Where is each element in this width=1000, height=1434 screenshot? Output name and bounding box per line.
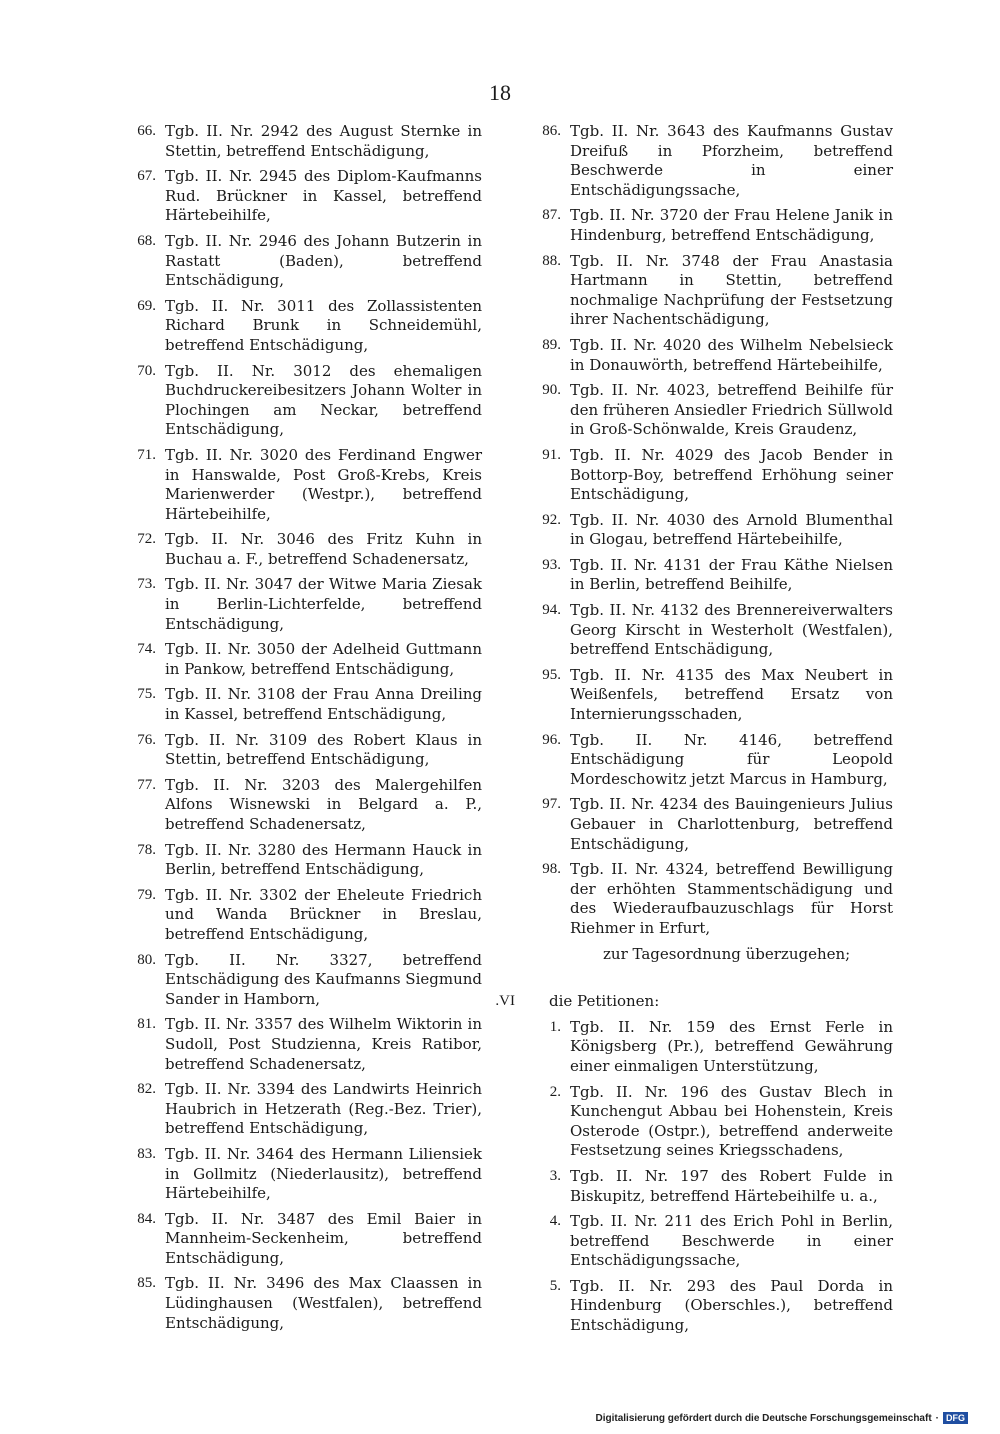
list-item <box>120 640 482 679</box>
list-item <box>120 1015 482 1074</box>
list-item <box>120 446 482 524</box>
entry-number: 92. <box>542 511 561 528</box>
entry-text: Tgb. II. Nr. 196 des Gustav Blech in Kunchengut Abbau bei Hohenstein, Kreis Osterode (Ostpr.), betreffend anderweite Festsetzung seines Kriegsschadens, <box>570 1082 893 1160</box>
list-item <box>120 1210 482 1269</box>
dfg-logo: DFG <box>943 1412 968 1424</box>
entry-text: Tgb. II. Nr. 4132 des Brennereiverwalters Georg Kirscht in Westerholt (Westfalen), betreffend Entschädigung, <box>570 601 893 659</box>
entry-text: Tgb. II. Nr. 4324, betreffend Bewilligung der erhöhten Stammentschädigung und des Wiederaufbauzuschlags für Horst Riehmer in Erfurt, <box>570 860 893 937</box>
entry-number: 95. <box>542 666 561 683</box>
entry-number: 76. <box>137 731 156 748</box>
list-item <box>120 886 482 945</box>
footer <box>595 1412 968 1424</box>
entry-number: 96. <box>542 731 561 748</box>
entry-number: 2. <box>549 1083 561 1100</box>
list-item <box>120 776 482 835</box>
entry-text: Tgb. II. Nr. 3012 des ehemaligen Buchdruckereibesitzers Johann Wolter in Plochingen am Neckar, betreffend Entschädigung, <box>165 361 482 439</box>
entry-number: 74. <box>137 641 156 658</box>
entry-number: 82. <box>137 1081 156 1098</box>
entry-text: Tgb. II. Nr. 4020 des Wilhelm Nebelsieck in Donauwörth, betreffend Härtebeihilfe, <box>570 335 893 374</box>
list-item <box>120 297 482 356</box>
list-item <box>120 1080 482 1139</box>
entry-text: Tgb. II. Nr. 197 des Robert Fulde in Biskupitz, betreffend Härtebeihilfe u. a., <box>570 1166 893 1205</box>
entry-text: Tgb. II. Nr. 159 des Ernst Ferle in Königsberg (Pr.), betreffend Gewährung einer einmaligen Unterstützung, <box>570 1017 893 1075</box>
list-item <box>120 731 482 770</box>
section-vi-heading: VI. die Petitionen: <box>495 992 660 1011</box>
entry-number: 69. <box>137 297 156 314</box>
list-item <box>525 860 893 938</box>
list-item <box>120 951 482 1010</box>
entry-text: Tgb. II. Nr. 3496 des Max Claassen in Lüdinghausen (Westfalen), betreffend Entschädigung, <box>165 1274 482 1332</box>
entry-number: 86. <box>542 123 561 139</box>
entry-text: Tgb. II. Nr. 3394 des Landwirts Heinrich Haubrich in Hetzerath (Reg.-Bez. Trier), betreffend Entschädigung, <box>165 1080 482 1138</box>
entry-text: Tgb. II. Nr. 3203 des Malergehilfen Alfons Wisnewski in Belgard a. P., betreffend Schadenersatz, <box>165 775 482 833</box>
list-item <box>120 167 482 226</box>
list-item <box>120 685 482 724</box>
list-item <box>525 601 893 660</box>
entry-number: 3. <box>549 1167 561 1184</box>
entry-text: Tgb. II. Nr. 3720 der Frau Helene Janik in Hindenburg, betreffend Entschädigung, <box>570 206 893 244</box>
entry-text: Tgb. II. Nr. 3108 der Frau Anna Dreiling in Kassel, betreffend Entschädigung, <box>165 685 482 724</box>
list-item <box>525 206 893 245</box>
entry-number: 73. <box>137 576 156 593</box>
entry-number: 83. <box>137 1145 156 1162</box>
entry-text: Tgb. II. Nr. 4029 des Jacob Bender in Bottorp-Boy, betreffend Erhöhung seiner Entschädigung, <box>570 445 893 504</box>
entry-number: 77. <box>137 776 156 793</box>
list-item <box>525 381 893 440</box>
entry-text: Tgb. II. Nr. 3327, betreffend Entschädigung des Kaufmanns Siegmund Sander in Hamborn, <box>165 950 482 1008</box>
list-item <box>525 1018 893 1077</box>
entry-number: 80. <box>137 951 156 968</box>
entry-text: Tgb. II. Nr. 211 des Erich Pohl in Berlin, betreffend Beschwerde in einer Entschädigungssache, <box>570 1212 893 1270</box>
entry-number: 84. <box>137 1210 156 1227</box>
entry-text: Tgb. II. Nr. 4131 der Frau Käthe Nielsen in Berlin, betreffend Beihilfe, <box>570 555 893 594</box>
entry-text: Tgb. II. Nr. 3046 des Fritz Kuhn in Buchau a. F., betreffend Schadenersatz, <box>165 530 482 568</box>
entry-number: 78. <box>137 841 156 858</box>
entry-number: 71. <box>137 446 156 463</box>
list-item <box>525 1167 893 1206</box>
entry-number: 4. <box>549 1213 561 1230</box>
entry-text: Tgb. II. Nr. 3302 der Eheleute Friedrich und Wanda Brückner in Breslau, betreffend Entschädigung, <box>165 885 482 943</box>
entry-text: Tgb. II. Nr. 3464 des Hermann Liliensiek in Gollmitz (Niederlausitz), betreffend Härtebeihilfe, <box>165 1144 482 1203</box>
entry-number: 87. <box>542 207 561 224</box>
entry-text: Tgb. II. Nr. 3109 des Robert Klaus in Stettin, betreffend Entschädigung, <box>165 730 482 769</box>
entry-text: Tgb. II. Nr. 3050 der Adelheid Guttmann in Pankow, betreffend Entschädigung, <box>165 640 482 678</box>
list-item <box>525 666 893 725</box>
entry-number: 97. <box>542 796 561 813</box>
entry-number: 79. <box>137 886 156 903</box>
entry-text: Tgb. II. Nr. 3280 des Hermann Hauck in Berlin, betreffend Entschädigung, <box>165 840 482 879</box>
list-item <box>525 511 893 550</box>
entry-number: 66. <box>137 123 156 139</box>
list-item <box>120 362 482 440</box>
entry-number: 88. <box>542 252 561 269</box>
footer-separator: · <box>935 1412 939 1424</box>
entry-number: 90. <box>542 382 561 399</box>
entry-text: Tgb. II. Nr. 4135 des Max Neubert in Weißenfels, betreffend Ersatz von Internierungsschaden, <box>570 665 893 724</box>
entry-text: Tgb. II. Nr. 2946 des Johann Butzerin in Rastatt (Baden), betreffend Entschädigung, <box>165 231 482 290</box>
entry-text: Tgb. II. Nr. 3047 der Witwe Maria Ziesak in Berlin-Lichterfelde, betreffend Entschädigung, <box>165 575 482 633</box>
list-item <box>120 232 482 291</box>
entry-text: Tgb. II. Nr. 4234 des Bauingenieurs Julius Gebauer in Charlottenburg, betreffend Entschädigung, <box>570 795 893 853</box>
entry-number: 94. <box>542 602 561 619</box>
list-item <box>525 252 893 330</box>
entry-text: Tgb. II. Nr. 3748 der Frau Anastasia Hartmann in Stettin, betreffend nochmalige Nachprüfung der Festsetzung ihrer Nachentschädigung, <box>570 251 893 329</box>
entry-text: Tgb. II. Nr. 3643 des Kaufmanns Gustav Dreifuß in Pforzheim, betreffend Beschwerde in einer Entschädigungssache, <box>570 122 893 199</box>
list-item <box>525 1083 893 1161</box>
entry-text: Tgb. II. Nr. 3487 des Emil Baier in Mannheim-Seckenheim, betreffend Entschädigung, <box>165 1209 482 1267</box>
left-column <box>120 122 482 1339</box>
entry-text: Tgb. II. Nr. 4023, betreffend Beihilfe für den früheren Ansiedler Friedrich Süllwold in Groß-Schönwalde, Kreis Graudenz, <box>570 381 893 439</box>
entry-text: Tgb. II. Nr. 4030 des Arnold Blumenthal in Glogau, betreffend Härtebeihilfe, <box>570 510 893 549</box>
list-item <box>525 731 893 790</box>
entry-number: 93. <box>542 556 561 573</box>
footer-text: Digitalisierung gefördert durch die Deutsche Forschungsgemeinschaft <box>595 1412 932 1424</box>
list-item <box>525 795 893 854</box>
entry-text: Tgb. II. Nr. 3011 des Zollassistenten Richard Brunk in Schneidemühl, betreffend Entschädigung, <box>165 296 482 354</box>
entry-number: 67. <box>137 168 156 185</box>
entry-number: 81. <box>137 1016 156 1033</box>
entry-number: 68. <box>137 232 156 249</box>
entry-number: 72. <box>137 531 156 548</box>
list-item <box>525 122 893 200</box>
entry-text: Tgb. II. Nr. 3020 des Ferdinand Engwer in Hanswalde, Post Groß-Krebs, Kreis Marienwerder (Westpr.), betreffend Härtebeihilfe, <box>165 445 482 523</box>
entry-number: 70. <box>137 362 156 379</box>
list-item <box>525 1212 893 1271</box>
entry-number: 85. <box>137 1275 156 1292</box>
entry-number: 5. <box>549 1277 561 1294</box>
list-item <box>120 1145 482 1204</box>
page-number: 18 <box>489 80 511 105</box>
list-item <box>120 1274 482 1333</box>
list-item <box>525 446 893 505</box>
list-item <box>525 336 893 375</box>
list-item <box>120 122 482 161</box>
list-item <box>525 1277 893 1336</box>
entry-text: Tgb. II. Nr. 293 des Paul Dorda in Hindenburg (Oberschles.), betreffend Entschädigung, <box>570 1276 893 1335</box>
entry-number: 1. <box>549 1018 561 1035</box>
entry-text: Tgb. II. Nr. 3357 des Wilhelm Wiktorin in Sudoll, Post Studzienna, Kreis Ratibor, betreffend Schadenersatz, <box>165 1015 482 1073</box>
entry-text: Tgb. II. Nr. 2942 des August Sternke in Stettin, betreffend Entschädigung, <box>165 122 482 160</box>
list-item <box>120 575 482 634</box>
section-vi-label: die Petitionen: <box>549 992 660 1011</box>
closing-text: zur Tagesordnung überzugehen; <box>603 944 851 963</box>
list-item <box>120 530 482 569</box>
entry-number: 89. <box>542 336 561 353</box>
right-column <box>495 122 893 1342</box>
entry-text: Tgb. II. Nr. 2945 des Diplom-Kaufmanns Rud. Brückner in Kassel, betreffend Härtebeihilfe, <box>165 167 482 225</box>
entry-number: 91. <box>542 446 561 463</box>
entry-text: Tgb. II. Nr. 4146, betreffend Entschädigung für Leopold Mordeschowitz jetzt Marcus in Hamburg, <box>570 730 893 788</box>
list-item <box>525 556 893 595</box>
entry-number: 98. <box>542 861 561 878</box>
list-item <box>120 841 482 880</box>
entry-number: 75. <box>137 686 156 703</box>
